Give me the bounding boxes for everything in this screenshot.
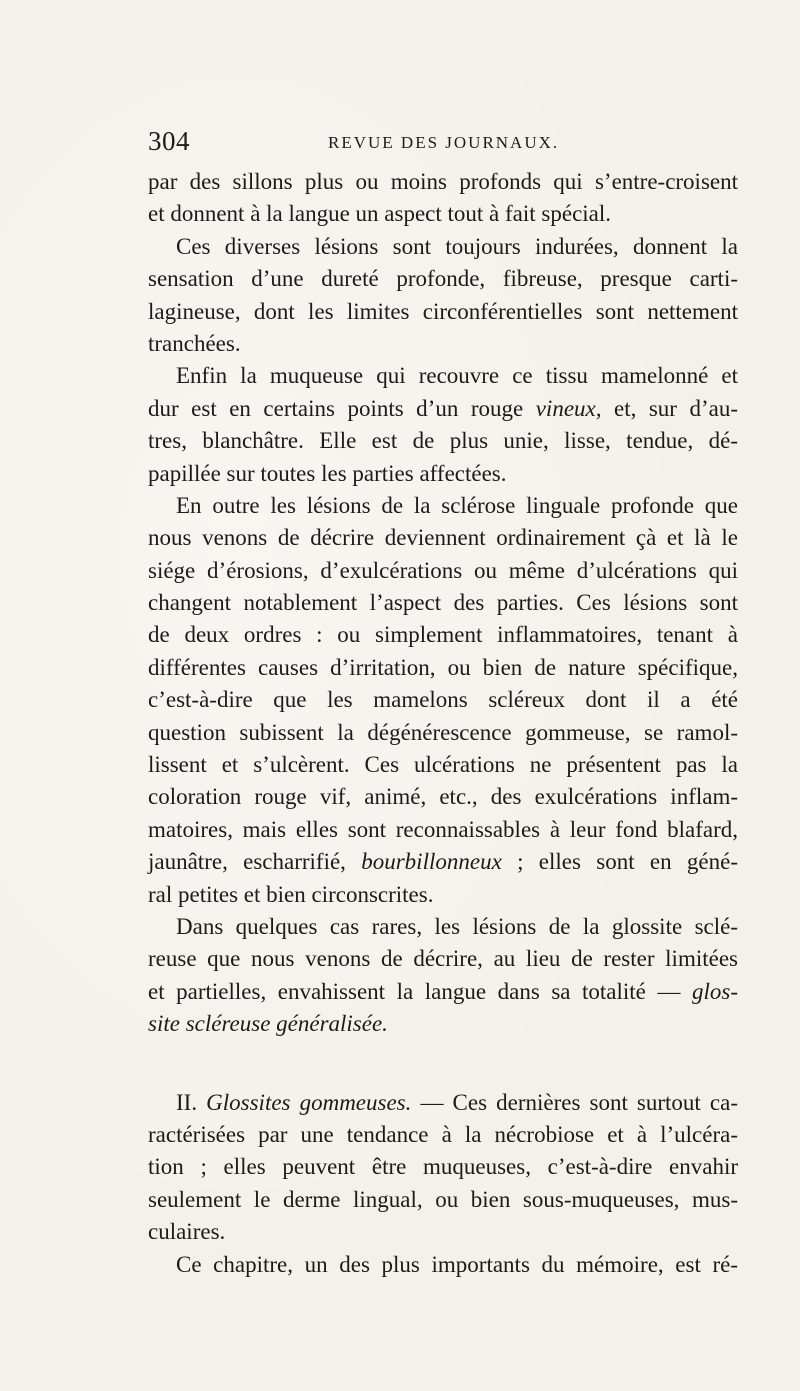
text-line: changent notablement l’aspect des parties. Ces lésions sont	[148, 590, 738, 616]
text-line: lissent et s’ulcèrent. Ces ulcérations ne présentent pas la	[148, 752, 738, 778]
text-run: jaunâtre, escharrifié,	[148, 849, 362, 875]
text-line: Enfin la muqueuse qui recouvre ce tissu mamelonné et	[176, 363, 738, 389]
text-line: par des sillons plus ou moins profonds qui s’entre-croisent	[148, 169, 738, 194]
text-run: et partielles, envahissent la langue dans sa totalité —	[148, 978, 692, 1004]
italic-term: vineux,	[535, 395, 602, 421]
italic-term: glos-	[692, 978, 738, 1004]
text-line: matoires, mais elles sont reconnaissables à leur fond blafard,	[148, 816, 738, 842]
text-line	[148, 393, 738, 425]
text-line: papillée sur toutes les parties affectées.	[148, 460, 507, 486]
text-line: de deux ordres : ou simplement inflammatoires, tenant à	[148, 622, 738, 648]
text-line	[148, 976, 738, 1008]
running-head: REVUE DES JOURNAUX.	[328, 133, 560, 152]
page-number: 304	[148, 126, 190, 156]
text-line: coloration rouge vif, animé, etc., des exulcérations inflam-	[148, 784, 738, 810]
text-line: nous venons de décrire deviennent ordinairement çà et là le	[148, 525, 738, 551]
text-line: question subissent la dégénérescence gommeuse, se ramol-	[148, 719, 738, 745]
text-line: et donnent à la langue un aspect tout à fait spécial.	[148, 201, 612, 227]
text-line: tion ; elles peuvent être muqueuses, c’est-à-dire envahir	[148, 1154, 738, 1180]
section-title: Glossites gommeuses.	[206, 1089, 412, 1115]
section-number: II.	[176, 1089, 207, 1115]
section-gap	[148, 1041, 738, 1087]
text-line: tranchées.	[148, 330, 241, 356]
text-line: seulement le derme lingual, ou bien sous-muqueuses, mus-	[148, 1186, 738, 1212]
text-line: c’est-à-dire que les mamelons scléreux dont il a été	[148, 687, 738, 713]
italic-term: bourbillonneux	[361, 849, 502, 875]
text-line: Ce chapitre, un des plus importants du mémoire, est ré-	[176, 1251, 738, 1277]
text-line: Ces diverses lésions sont toujours indurées, donnent la	[176, 233, 738, 259]
text-line: siége d’érosions, d’exulcérations ou même d’ulcérations qui	[148, 557, 738, 583]
text-line: reuse que nous venons de décrire, au lieu de rester limitées	[148, 946, 738, 972]
text-line: site scléreuse généralisée.	[148, 1011, 388, 1037]
text-line: Dans quelques cas rares, les lésions de la glossite sclé-	[176, 913, 738, 939]
text-run: ; elles sont en géné-	[501, 849, 738, 875]
text-line: ractérisées par une tendance à la nécrobiose et à l’ulcéra-	[148, 1121, 738, 1147]
text-line: ral petites et bien circonscrites.	[148, 881, 434, 907]
text-line	[148, 846, 738, 878]
text-line: tres, blanchâtre. Elle est de plus unie, lisse, tendue, dé-	[148, 428, 738, 454]
section-heading-line	[148, 1087, 738, 1119]
text-line: culaires.	[148, 1219, 226, 1245]
text-run: dur est en certains points d’un rouge	[148, 395, 536, 421]
text-line: sensation d’une dureté profonde, fibreuse, presque carti-	[148, 266, 738, 292]
text-run: et, sur d’au-	[601, 395, 738, 421]
page-header	[148, 126, 740, 160]
text-line: différentes causes d’irritation, ou bien de nature spécifique,	[148, 654, 738, 680]
text-run: — Ces dernières sont surtout ca-	[411, 1089, 738, 1115]
body-text	[148, 166, 738, 1281]
text-line: En outre les lésions de la sclérose linguale profonde que	[176, 492, 738, 518]
text-line: lagineuse, dont les limites circonférentielles sont nettement	[148, 298, 738, 324]
